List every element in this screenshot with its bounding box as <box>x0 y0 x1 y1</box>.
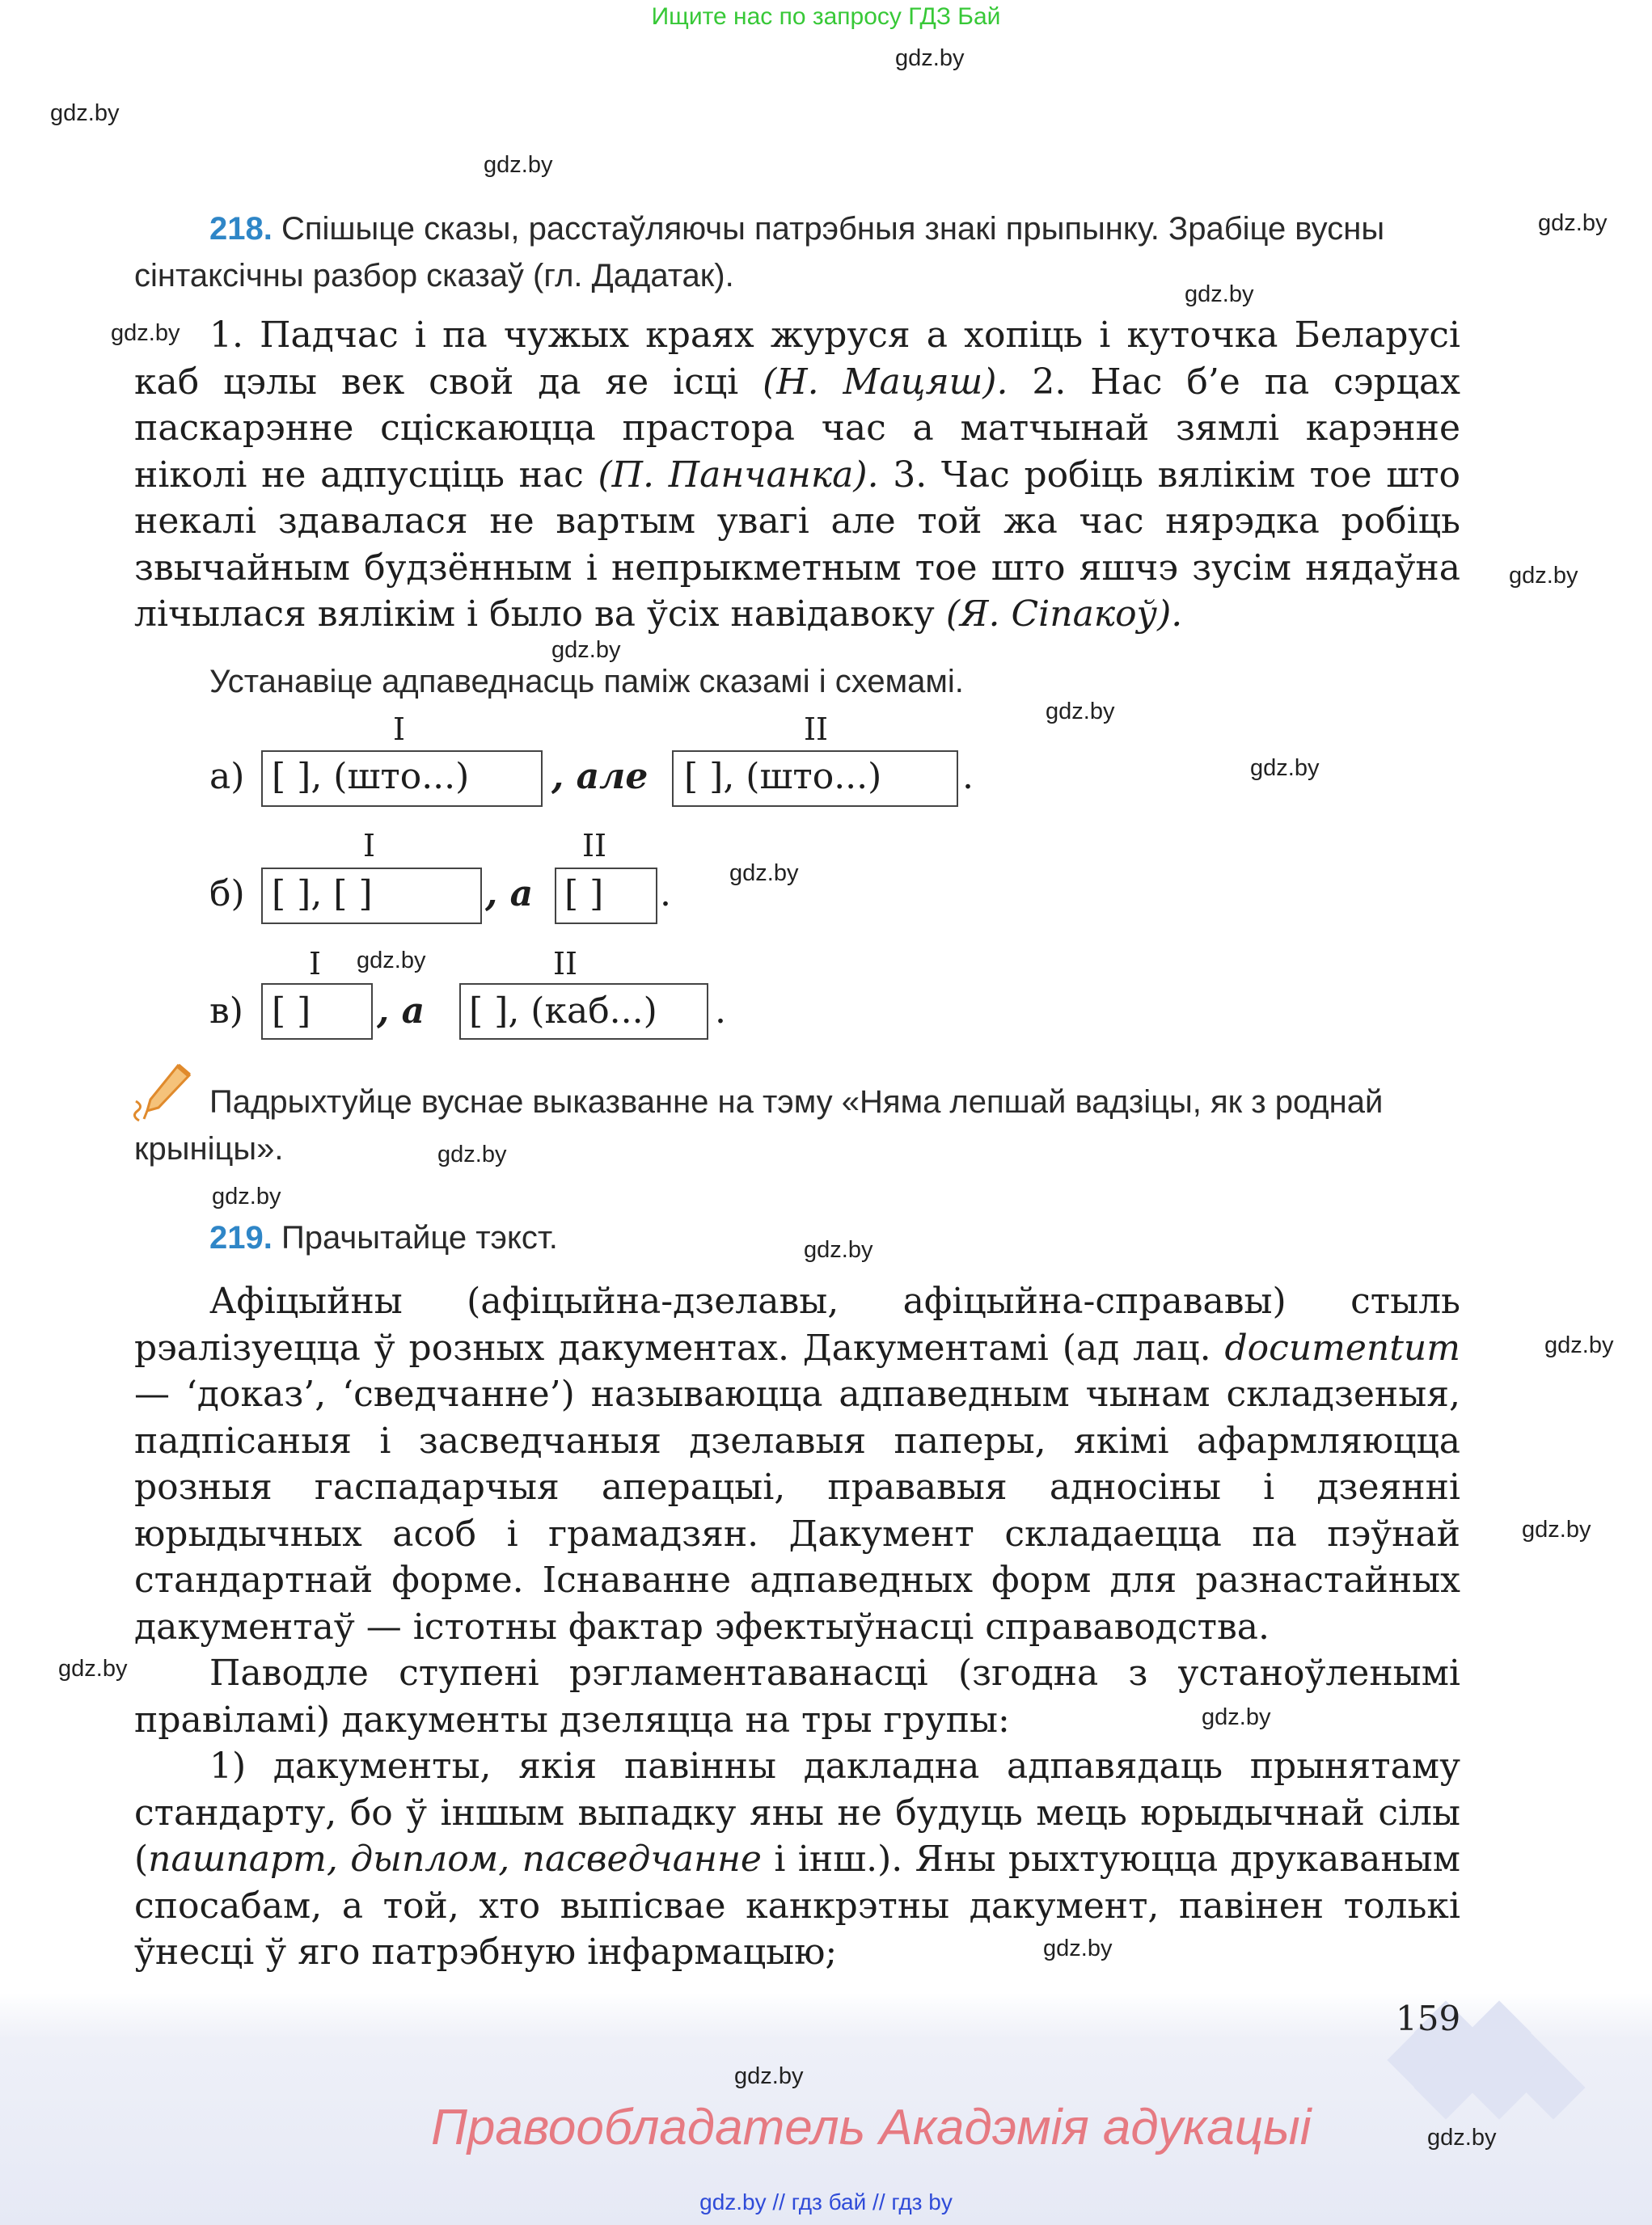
scheme-part: [ ], (каб...) <box>469 990 657 1032</box>
watermark: gdz.by <box>1509 563 1578 589</box>
speech-task: Падрыхтуйце вуснае выказванне на тэму «Няма лепшай вадзіцы, як з роднай крыніцы». <box>134 1084 1384 1167</box>
watermark: gdz.by <box>212 1184 281 1210</box>
scheme-part: [ ], (што...) <box>684 756 882 797</box>
sentence-author: (Н. Мацяш). <box>763 361 1008 403</box>
scheme-letter: б) <box>209 873 245 914</box>
scheme-end: . <box>962 756 974 797</box>
scheme-letter: а) <box>209 756 245 797</box>
watermark: gdz.by <box>1522 1517 1591 1543</box>
paragraph: Афіцыйны (афіцыйна-дзелавы, афіцыйна-справавы) стыль рэалізуецца ў розных дакументах. Дакументамі (ад лац. documentum — ‘доказ’, ‘сведчанне’) называюцца адпаведным чынам складзеныя, падпісаныя і засведчаныя дзелавыя паперы, якімі афармляюцца розныя гаспадарчыя аперацыі, прававыя адносіны і дзеянні юрыдычных асоб і грамадзян. Дакумент складаецца па пэўнай стандартнай форме. Існаванне адпаведных форм для разнастайных дакументаў — істотны фактар эфектыўнасці справаводства. <box>134 1281 1460 1648</box>
examples: пашпарт, дыплом, пасведчанне <box>148 1839 762 1880</box>
sentence-text: Падчас і па чужых краях журуся а хопіць і куточка Беларусі каб цэлы век свой да яе ісці <box>134 315 1460 403</box>
sentence-text: Час робіць вялікім тое што некалі здавалася не вартым увагі але той жа час нярэдка робіць звычайным будзённым і непрыкметным тое што яшчэ зусім нядаўна лічылася вялікім і было ва ўсіх навідавоку <box>134 454 1460 635</box>
scheme-part: [ ] <box>564 873 604 914</box>
bottom-links[interactable]: gdz.by // гдз бай // гдз by <box>699 2189 953 2214</box>
watermark: gdz.by <box>50 100 120 126</box>
scheme-conjunction: , але <box>551 756 649 797</box>
instruction-text: Спішыце сказы, расстаўляючы патрэбныя знакі прыпынку. Зрабіце вусны сінтаксічны разбор сказаў (гл. Дадатак). <box>134 211 1385 293</box>
sentence-text: Нас б’е па сэрцах паскарэнне сціскаюцца прастора час а матчынай зямлі карэнне ніколі не адпусціць нас <box>134 361 1460 496</box>
watermark: gdz.by <box>734 2063 804 2089</box>
task-218-sentences <box>134 312 1460 638</box>
watermark: gdz.by <box>1250 755 1320 781</box>
scheme-roman: I <box>393 711 406 747</box>
scheme-roman: II <box>582 828 607 863</box>
scheme-conjunction: , а <box>485 873 534 914</box>
sentence-author: (Я. Сіпакоў). <box>945 593 1183 635</box>
task-number: 218. <box>209 211 273 247</box>
scheme-roman: I <box>309 946 322 982</box>
watermark: gdz.by <box>1427 2125 1497 2151</box>
top-banner[interactable]: Ищите нас по запросу ГДЗ Бай <box>651 3 1001 30</box>
task-219-instruction <box>209 1214 558 1261</box>
task-219-text <box>134 1278 1460 1976</box>
watermark: gdz.by <box>111 320 180 346</box>
watermark: gdz.by <box>484 152 553 178</box>
paragraph: Паводле ступені рэгламентаванасці (згодна з устаноўленымі правіламі) дакументы дзеляцца на тры групы: <box>134 1653 1460 1741</box>
scheme-letter: в) <box>209 990 243 1032</box>
scheme-part: [ ] <box>272 990 311 1032</box>
scheme-roman: II <box>804 711 829 747</box>
watermark: gdz.by <box>895 45 965 71</box>
task-218-instruction <box>134 205 1460 299</box>
instruction-text: Прачытайце тэкст. <box>281 1220 558 1256</box>
scheme-roman: II <box>553 946 578 982</box>
scheme-conjunction: , а <box>377 990 425 1032</box>
watermark: gdz.by <box>1046 699 1115 724</box>
sentence-number: 2. <box>1032 361 1067 403</box>
task-number: 219. <box>209 1220 273 1256</box>
scheme-part: [ ], (што...) <box>272 756 470 797</box>
watermark: gdz.by <box>804 1237 873 1263</box>
watermark: gdz.by <box>1185 281 1254 307</box>
rights-holder: Правообладатель Акадэмія адукацыі <box>431 2100 1312 2155</box>
page-number: 159 <box>1396 1999 1461 2038</box>
scheme-end: . <box>715 990 726 1032</box>
sentence-number: 1. <box>209 315 243 356</box>
scheme-roman: I <box>363 828 376 863</box>
sentence-number: 3. <box>893 454 927 496</box>
match-instruction: Устанавіце адпаведнасць паміж сказамі і схемамі. <box>209 664 964 699</box>
watermark: gdz.by <box>437 1142 507 1167</box>
watermark: gdz.by <box>1202 1704 1271 1730</box>
scheme-end: . <box>660 873 671 914</box>
watermark: gdz.by <box>729 860 799 886</box>
paragraph: 1) дакументы, якія павінны дакладна адпавядаць прынятаму стандарту, бо ў іншым выпадку яны не будуць мець юрыдычнай сілы (пашпарт, дыплом, пасведчанне і інш.). Яны рыхтуюцца друкаваным спосабам, а той, хто выпісвае канкрэтны дакумент, павінен толькі ўнесці ў яго патрэбную інфармацыю; <box>134 1746 1460 1973</box>
latin-word: documentum <box>1224 1327 1460 1369</box>
sentence-author: (П. Панчанка). <box>598 454 879 496</box>
scheme-part: [ ], [ ] <box>272 873 373 914</box>
watermark: gdz.by <box>1043 1936 1113 1961</box>
watermark: gdz.by <box>1544 1332 1614 1358</box>
watermark: gdz.by <box>1538 210 1608 236</box>
watermark: gdz.by <box>58 1656 128 1682</box>
watermark: gdz.by <box>551 637 621 663</box>
watermark: gdz.by <box>357 948 426 973</box>
